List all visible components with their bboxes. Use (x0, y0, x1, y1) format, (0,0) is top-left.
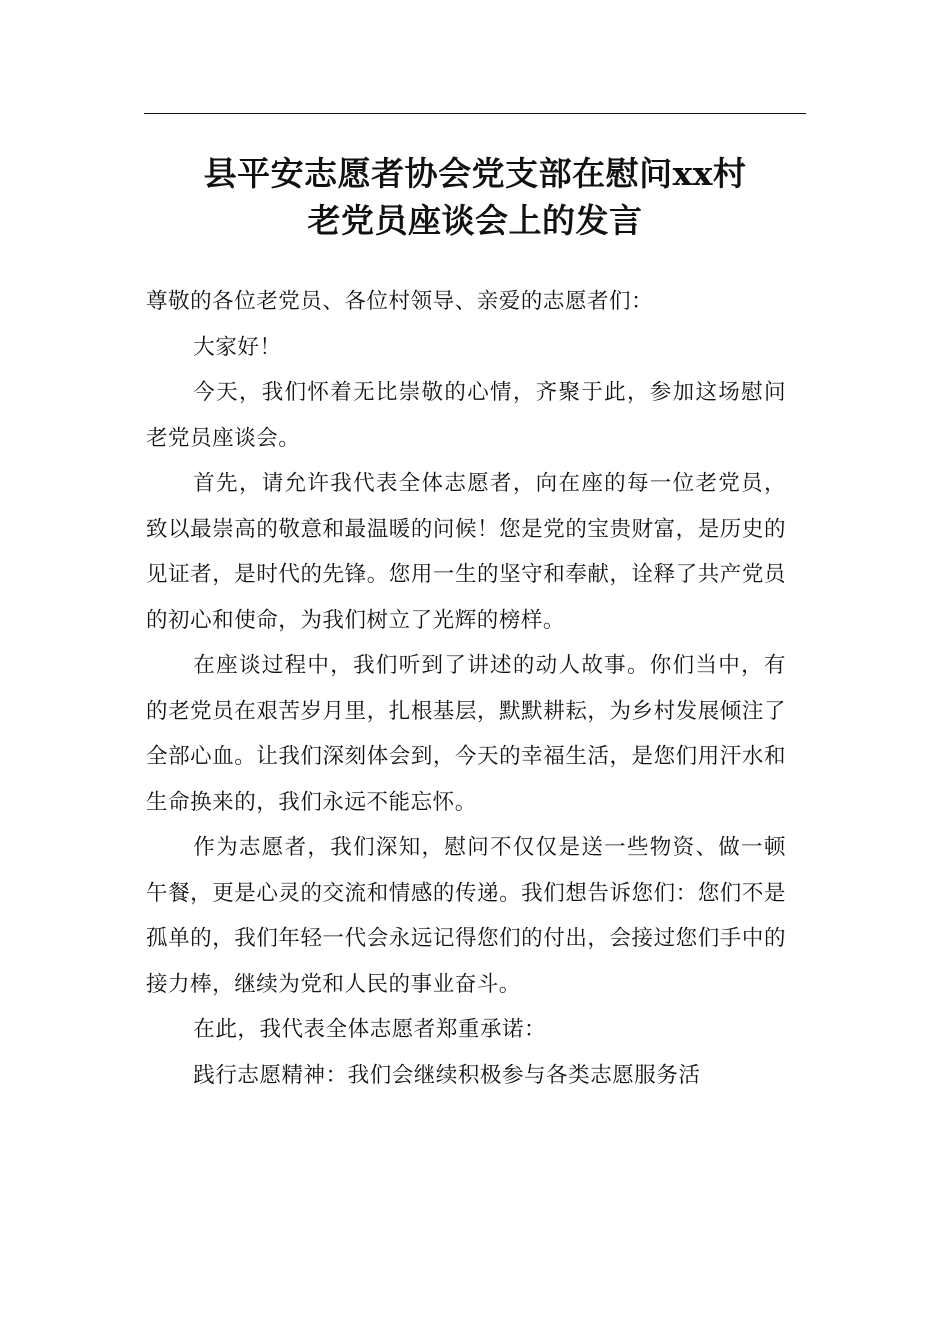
title-line-2: 老党员座谈会上的发言 (307, 201, 643, 240)
document-title (144, 150, 806, 244)
paragraph-pledge: 在此，我代表全体志愿者郑重承诺： (193, 1017, 547, 1042)
salutation: 尊敬的各位老党员、各位村领导、亲爱的志愿者们： (146, 289, 654, 314)
paragraph-spirit: 践行志愿精神：我们会继续积极参与各类志愿服务活 (193, 1062, 701, 1088)
header-rule (144, 113, 806, 114)
paragraph-intro: 今天，我们怀着无比崇敬的心情，齐聚于此，参加这场慰问老党员座谈会。 (146, 380, 786, 451)
document-body (146, 279, 786, 1098)
title-line-1: 县平安志愿者协会党支部在慰问xx村 (203, 154, 747, 193)
paragraph-greeting: 大家好！ (193, 334, 282, 360)
paragraph-respect: 首先，请允许我代表全体志愿者，向在座的每一位老党员，致以最崇高的敬意和最温暖的问候！您是党的宝贵财富，是历史的见证者，是时代的先锋。您用一生的坚守和奉献，诠释了共产党员的初心和使命，为我们树立了光辉的榜样。 (146, 471, 786, 633)
paragraph-stories: 在座谈过程中，我们听到了讲述的动人故事。你们当中，有的老党员在艰苦岁月里，扎根基层，默默耕耘，为乡村发展倾注了全部心血。让我们深刻体会到，今天的幸福生活，是您们用汗水和生命换来的，我们永远不能忘怀。 (146, 653, 786, 815)
paragraph-volunteers: 作为志愿者，我们深知，慰问不仅仅是送一些物资、做一顿午餐，更是心灵的交流和情感的传递。我们想告诉您们：您们不是孤单的，我们年轻一代会永远记得您们的付出，会接过您们手中的接力棒，继续为党和人民的事业奋斗。 (146, 835, 786, 997)
